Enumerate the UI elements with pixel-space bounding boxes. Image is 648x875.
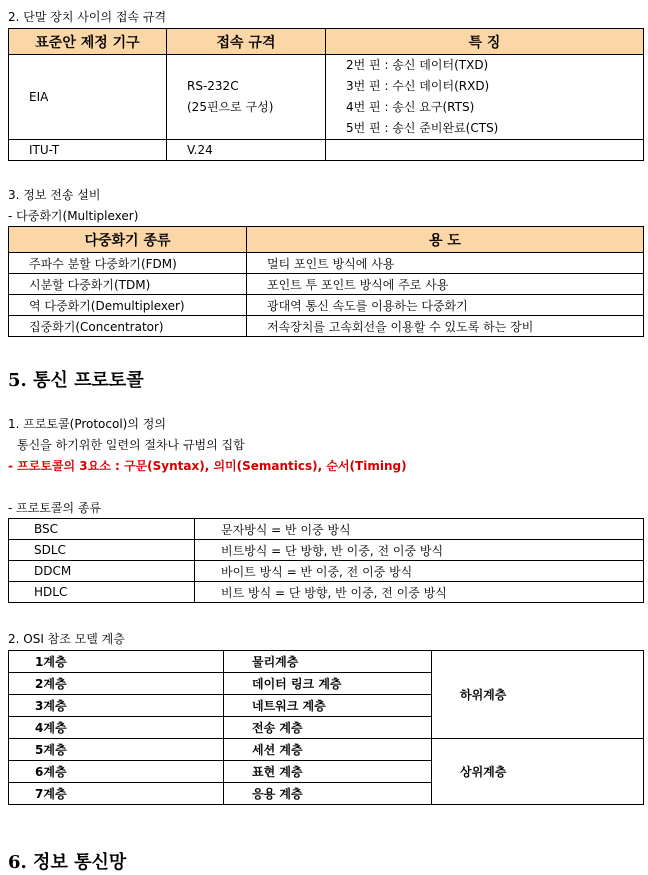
table-cell: 저속장치를 고속회선을 이용할 수 있도록 하는 장비	[247, 316, 644, 337]
table-cell: 시분할 다중화기(TDM)	[9, 274, 247, 295]
pin-feature: 4번 핀 : 송신 요구(RTS)	[346, 100, 475, 114]
table-cell: 표현 계층	[224, 761, 432, 783]
table-header: 다중화기 종류	[9, 227, 247, 253]
table-cell	[326, 55, 644, 140]
subsection-title: 1. 프로토콜(Protocol)의 정의	[8, 417, 166, 431]
table-cell: 7계층	[9, 783, 224, 805]
table-cell: 집중화기(Concentrator)	[9, 316, 247, 337]
table-cell: 멀티 포인트 방식에 사용	[247, 253, 644, 274]
section-title: 2. 단말 장치 사이의 접속 규격	[8, 10, 167, 24]
section-heading: 6. 정보 통신망	[8, 852, 127, 873]
pin-feature: 5번 핀 : 송신 준비완료(CTS)	[346, 121, 499, 135]
multiplexer-table	[8, 226, 644, 337]
table-cell: 3계층	[9, 695, 224, 717]
table-cell: 포인트 투 포인트 방식에 주로 사용	[247, 274, 644, 295]
table-cell: 네트워크 계층	[224, 695, 432, 717]
table-cell: 주파수 분할 다중화기(FDM)	[9, 253, 247, 274]
protocol-types-table	[8, 518, 644, 603]
table-cell: 6계층	[9, 761, 224, 783]
table-cell: 전송 계층	[224, 717, 432, 739]
table-cell: 비트방식 = 단 방향, 반 이중, 전 이중 방식	[195, 540, 644, 561]
section-title: 3. 정보 전송 설비	[8, 188, 101, 202]
section-heading: 5. 통신 프로토콜	[8, 370, 144, 391]
subsection-label: - 프로토콜의 종류	[8, 501, 102, 515]
table-cell: DDCM	[9, 561, 195, 582]
table-cell: 광대역 통신 속도를 이용하는 다중화기	[247, 295, 644, 316]
table-cell: HDLC	[9, 582, 195, 603]
table-cell: 응용 계층	[224, 783, 432, 805]
table-cell: 데이터 링크 계층	[224, 673, 432, 695]
table-cell: V.24	[167, 140, 326, 161]
osi-layers-table	[8, 650, 644, 805]
spec-line: RS-232C	[187, 79, 239, 93]
spec-line: (25핀으로 구성)	[187, 100, 274, 114]
table-cell	[326, 140, 644, 161]
table-cell: 바이트 방식 = 반 이중, 전 이중 방식	[195, 561, 644, 582]
pin-feature: 2번 핀 : 송신 데이터(TXD)	[346, 58, 489, 72]
interface-spec-table	[8, 28, 644, 161]
table-cell: 2계층	[9, 673, 224, 695]
table-cell: 역 다중화기(Demultiplexer)	[9, 295, 247, 316]
layer-group: 상위계층	[432, 739, 644, 805]
table-cell: 비트 방식 = 단 방향, 반 이중, 전 이중 방식	[195, 582, 644, 603]
table-cell: ITU-T	[9, 140, 167, 161]
table-header: 특 징	[326, 29, 644, 55]
table-header: 접속 규격	[167, 29, 326, 55]
subsection-label: - 다중화기(Multiplexer)	[8, 209, 139, 223]
table-cell: 1계층	[9, 651, 224, 673]
pin-feature: 3번 핀 : 수신 데이터(RXD)	[346, 79, 490, 93]
table-cell: 물리계층	[224, 651, 432, 673]
table-cell: 문자방식 = 반 이중 방식	[195, 519, 644, 540]
table-cell: BSC	[9, 519, 195, 540]
table-cell: EIA	[9, 55, 167, 140]
table-header: 표준안 제정 기구	[9, 29, 167, 55]
table-cell	[167, 55, 326, 140]
table-cell: SDLC	[9, 540, 195, 561]
definition-text: 통신을 하기위한 일련의 절차나 규범의 집합	[17, 438, 245, 452]
table-cell: 5계층	[9, 739, 224, 761]
subsection-title: 2. OSI 참조 모델 계층	[8, 632, 125, 646]
table-cell: 세션 계층	[224, 739, 432, 761]
table-cell: 4계층	[9, 717, 224, 739]
protocol-elements: - 프로토콜의 3요소 : 구문(Syntax), 의미(Semantics), 순서(Timing)	[8, 459, 407, 473]
table-header: 용 도	[247, 227, 644, 253]
layer-group: 하위계층	[432, 651, 644, 739]
